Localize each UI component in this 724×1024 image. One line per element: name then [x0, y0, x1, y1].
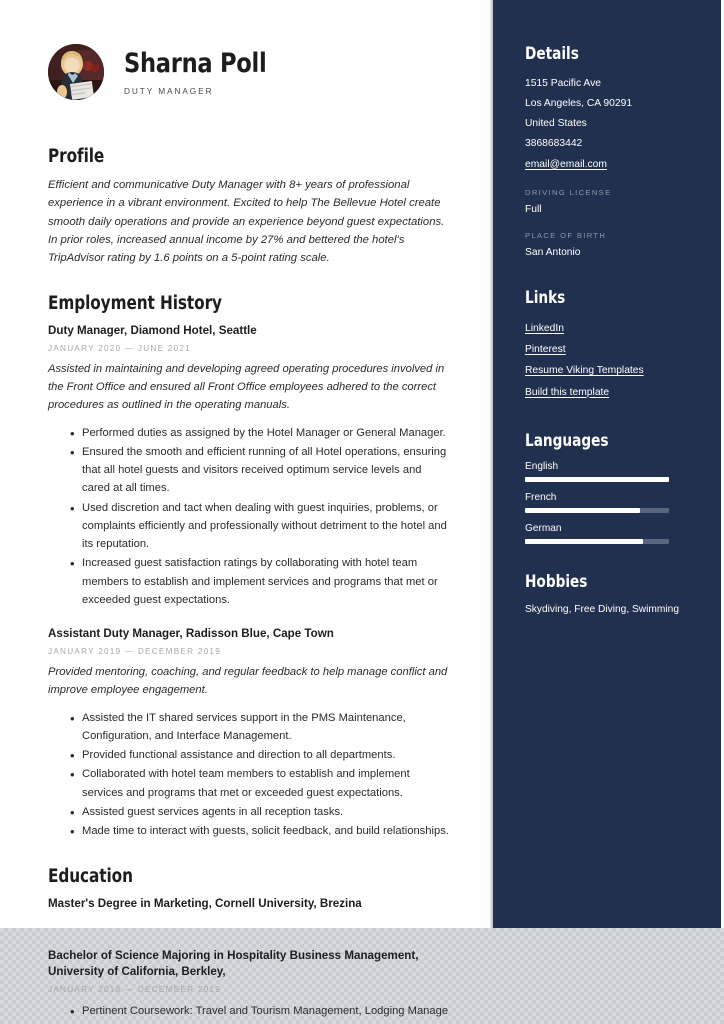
language-level-fill — [525, 539, 643, 544]
entry-description: Provided mentoring, coaching, and regular feedback to help manage conflict and improve employee engagement. — [48, 665, 448, 696]
sidebar-languages-section — [525, 431, 695, 544]
bullet-item: • Provided functional assistance and direction to all departments. — [70, 746, 450, 764]
resume-header — [48, 44, 450, 100]
entry-bullet-list — [48, 709, 450, 841]
bullet-item: • Increased guest satisfaction ratings by collaborating with hotel team members to establish and implement services and programs that met or exceeded guest expectations. — [70, 554, 450, 609]
language-level-track — [525, 477, 669, 482]
bullet-item: • Collaborated with hotel team members to establish and implement services and programs that met or exceeded guest expectations. — [70, 765, 450, 802]
bullet-item: • Used discretion and tact when dealing with guest inquiries, problems, or complaints efficiently and professionally without detriment to the hotel and its reputation. — [70, 499, 450, 554]
bullet-item: • Performed duties as assigned by the Hotel Manager or General Manager. — [70, 424, 450, 442]
employment-heading: Employment History — [48, 293, 222, 315]
sidebar-details-section — [525, 44, 695, 260]
entry-date: JANUARY 2018 — DECEMBER 2019 — [48, 984, 222, 994]
language-level-track — [525, 508, 669, 513]
email-link[interactable]: email@email.com — [525, 159, 607, 171]
sidebar-links-section — [525, 288, 695, 402]
entry-description: Assisted in maintaining and developing agreed operating procedures involved in the Front Office and ensured all Front Office employees adhered to the correct procedures as outlined in the operating manuals. — [48, 362, 445, 411]
job-title: DUTY MANAGER — [124, 85, 214, 96]
profile-photo-icon — [48, 44, 104, 100]
country: United States — [525, 118, 587, 130]
language-name: English — [525, 460, 559, 472]
entry-title: Assistant Duty Manager, Radisson Blue, Cape Town — [48, 627, 334, 641]
education-heading: Education — [48, 866, 133, 888]
language-item — [525, 523, 695, 544]
entry-bullet-list — [48, 1002, 450, 1020]
bullet-item: • Made time to interact with guests, solicit feedback, and build relationships. — [70, 822, 450, 840]
bullet-item: • Ensured the smooth and efficient running of all Hotel operations, ensuring that all hotel guests and visitors received optimum service levels and cared at all times. — [70, 443, 450, 498]
sidebar-column — [490, 0, 721, 928]
column-divider — [490, 0, 493, 928]
place-of-birth-value: San Antonio — [525, 246, 581, 258]
employment-section — [48, 293, 450, 840]
education-entry — [48, 948, 450, 1020]
address-line-1: 1515 Pacific Ave — [525, 78, 601, 89]
languages-heading: Languages — [525, 430, 609, 450]
full-name: Sharna Poll — [124, 48, 267, 80]
language-level-fill — [525, 508, 640, 513]
profile-heading: Profile — [48, 146, 105, 167]
employment-entry — [48, 323, 450, 609]
hobbies-heading: Hobbies — [525, 571, 588, 591]
language-level-track — [525, 539, 669, 544]
bullet-item: • Pertinent Coursework: Travel and Tourism Management, Lodging Manage — [70, 1002, 450, 1020]
employment-entry — [48, 626, 450, 840]
link-build-this-template[interactable]: Build this template — [525, 386, 610, 398]
hobbies-text: Skydiving, Free Diving, Swimming — [525, 603, 679, 615]
language-item — [525, 461, 695, 482]
bullet-item: • Assisted guest services agents in all reception tasks. — [70, 803, 450, 821]
place-of-birth-label: PLACE OF BIRTH — [525, 230, 607, 240]
education-section — [48, 866, 450, 1020]
entry-title: Bachelor of Science Majoring in Hospitality Business Management, University of California, Berkley, — [48, 948, 419, 979]
links-heading: Links — [525, 288, 566, 308]
link-resume-viking-templates[interactable]: Resume Viking Templates — [525, 365, 644, 377]
sidebar-hobbies-section — [525, 572, 695, 618]
details-heading: Details — [525, 44, 579, 63]
entry-bullet-list — [48, 424, 450, 610]
driving-license-value: Full — [525, 204, 542, 216]
entry-title: Master's Degree in Marketing, Cornell University, Brezina — [48, 897, 362, 911]
profile-text: Efficient and communicative Duty Manager with 8+ years of professional experience in a vibrant environment. Excited to help The Bellevue Hotel create smooth daily operations and provide an experience beyond guest expectations. In prior roles, increased annual income by 27% and bettered the hotel's TripAdvisor rating by 1.6 points on a 5-point rating scale. — [48, 179, 445, 265]
phone-number: 3868683442 — [525, 138, 583, 150]
link-pinterest[interactable]: Pinterest — [525, 344, 566, 356]
avatar — [48, 44, 104, 100]
language-item — [525, 492, 695, 513]
bullet-item: • Assisted the IT shared services support in the PMS Maintenance, Configuration, and Interface Management. — [70, 709, 450, 746]
driving-license-label: DRIVING LICENSE — [525, 188, 612, 198]
language-level-fill — [525, 477, 669, 482]
page-bottom-fade — [0, 918, 490, 928]
profile-section — [48, 146, 450, 267]
entry-title: Duty Manager, Diamond Hotel, Seattle — [48, 324, 257, 338]
language-name: French — [525, 491, 557, 503]
link-linkedin[interactable]: LinkedIn — [525, 323, 564, 335]
language-name: German — [525, 522, 562, 534]
address-line-2: Los Angeles, CA 90291 — [525, 98, 633, 110]
entry-date: JANUARY 2019 — DECEMBER 2019 — [48, 646, 222, 656]
entry-date: JANUARY 2020 — JUNE 2021 — [48, 343, 192, 353]
name-block — [124, 48, 277, 95]
